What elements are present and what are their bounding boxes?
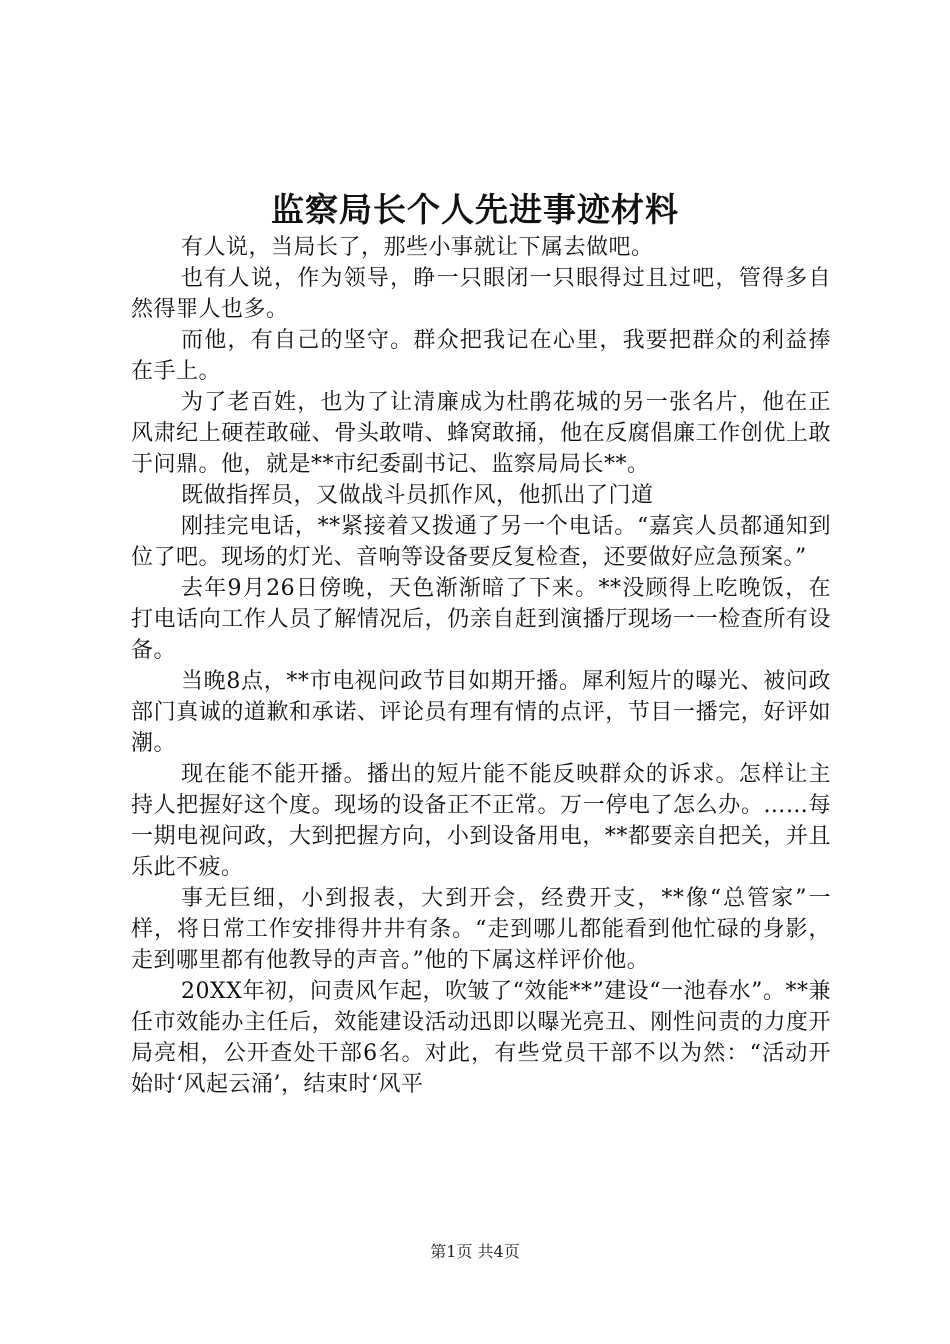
paragraph: 现在能不能开播。播出的短片能不能反映群众的诉求。怎样让主持人把握好这个度。现场的设备正不正常。万一停电了怎么办。……每一期电视问政，大到把握方向，小到设备用电，**都要亲自把关，并且乐此不疲。 <box>131 762 831 880</box>
paragraph: 也有人说，作为领导，睁一只眼闭一只眼得过且过吧，管得多自然得罪人也多。 <box>131 266 831 322</box>
paragraph: 20XX年初，问责风乍起，吹皱了“效能**”建设“一池春水”。**兼任市效能办主任后，效能建设活动迅即以曝光亮丑、刚性问责的力度开局亮相，公开查处干部6名。对此，有些党员干部不以为然：“活动开始时‘风起云涌’，结束时‘风平 <box>131 979 831 1097</box>
section-subheading: 既做指挥员，又做战斗员抓作风，他抓出了门道 <box>181 483 654 508</box>
paragraph: 去年9月26日傍晚，天色渐渐暗了下来。**没顾得上吃晚饭，在打电话向工作人员了解情况后，仍亲自赶到演播厅现场一一检查所有设备。 <box>131 576 831 663</box>
paragraph: 事无巨细，小到报表，大到开会，经费开支，**像“总管家”一样，将日常工作安排得井井有条。“走到哪儿都能看到他忙碌的身影，走到哪里都有他教导的声音。”他的下属这样评价他。 <box>131 886 831 973</box>
paragraph: 有人说，当局长了，那些小事就让下属去做吧。 <box>181 235 654 260</box>
paragraph: 为了老百姓，也为了让清廉成为杜鹃花城的另一张名片，他在正风肃纪上硬茬敢碰、骨头敢啃、蜂窝敢捅，他在反腐倡廉工作创优上敢于问鼎。他，就是**市纪委副书记、监察局局长**。 <box>131 390 831 477</box>
page-number-footer: 第1页 共4页 <box>430 1242 520 1261</box>
paragraph: 而他，有自己的坚守。群众把我记在心里，我要把群众的利益捧在手上。 <box>131 328 831 384</box>
document-body <box>131 232 831 1100</box>
document-title: 监察局长个人先进事迹材料 <box>271 190 679 229</box>
paragraph: 刚挂完电话，**紧接着又拨通了另一个电话。“嘉宾人员都通知到位了吧。现场的灯光、音响等设备要反复检查，还要做好应急预案。” <box>131 514 831 570</box>
paragraph: 当晚8点，**市电视问政节目如期开播。犀利短片的曝光、被问政部门真诚的道歉和承诺、评论员有理有情的点评，节目一播完，好评如潮。 <box>131 669 831 756</box>
